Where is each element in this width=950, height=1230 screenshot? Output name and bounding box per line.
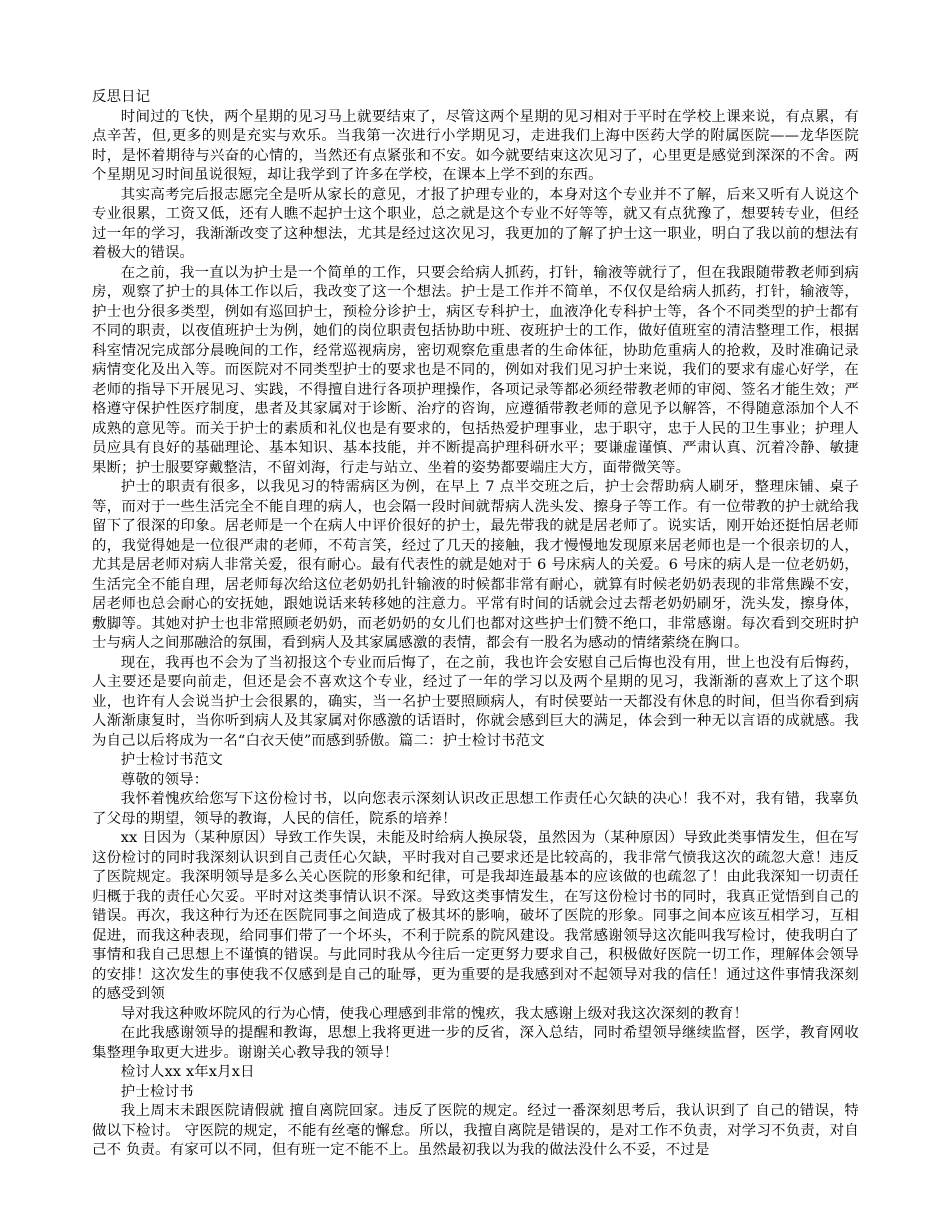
body-paragraph: 在之前，我一直以为护士是一个简单的工作，只要会给病人抓药，打针，输液等就行了，但在我跟随带教老师到病房，观察了护士的具体工作以后，我改变了这一个想法。护士是工作并不简单，不仅仅是给病人抓药，打针，输液等，护士也分很多类型，例如有巡回护士，预检分诊护士，病区专科护士，血液净化专科护士等，各个不同类型的护士都有不同的职责，以夜值班护士为例，她们的岗位职责包括协助中班、夜班护士的工作，做好值班室的清洁整理工作，根据科室情况完成部分晨晚间的工作，经常巡视病房，密切观察危重患者的生命体征，协助危重病人的抢救，及时准确记录病情变化及出入等。而医院对不同类型护士的要求也是不同的，例如对我们见习护士来说，我们的要求有虚心好学，在老师的指导下开展见习、实践，不得擅自进行各项护理操作，各项记录等都必须经带教老师的审阅、签名才能生效；严格遵守保护性医疗制度，患者及其家属对于诊断、治疗的咨询，应遵循带教老师的意见予以解答，不得随意添加个人不成熟的意见等。而关于护士的素质和礼仪也是有要求的，包括热爱护理事业，忠于职守，忠于人民的卫生事业；护理人员应具有良好的基础理论、基本知识、基本技能，并不断提高护理科研水平；要谦虚谨慎、严肃认真、沉着冷静、敏捷果断；护士服要穿戴整洁，不留刘海，行走与站立、坐着的姿势都要端庄大方，面带微笑等。 <box>92 264 859 476</box>
letter-paragraph: xx 日因为（某种原因）导致工作失误，未能及时给病人换尿袋，虽然因为（某种原因）导致此类事情发生，但在写这份检讨的同时我深刻认识到自己责任心欠缺，平时我对自己要求还是比较高的，我非常气愤我这次的疏忽大意！违反了医院规定。我深明领导是多么关心医院的形象和纪律，可是我却连最基本的应该做的也疏忽了！由此我深知一切责任归概于我的责任心欠妥。平时对这类事情认识不深。导致这类事情发生，在写这份检讨书的同时，我真正觉悟到自己的错误。再次，我这种行为还在医院同事之间造成了极其坏的影响，破坏了医院的形象。同事之间本应该互相学习，互相促进，而我这种表现，给同事们带了一个坏头，不利于院系的院风建设。我常感谢领导这次能叫我写检讨，使我明白了事情和我自己思想上不谨慎的错误。与此同时我从今往后一定更努力要求自己，积极做好医院一切工作，理解体会领导的安排！这次发生的事使我不仅感到是自己的耻辱，更为重要的是我感到对不起领导对我的信任！通过这件事情我深刻的感受到领 <box>92 830 859 1002</box>
body-paragraph: 其实高考完后报志愿完全是听从家长的意见，才报了护理专业的，本身对这个专业并不了解，后来又听有人说这个专业很累，工资又低，还有人瞧不起护士这个职业，总之就是这个专业不好等等，就又有点犹豫了，想要转专业，但经过一年的学习，我渐渐改变了这种想法，尤其是经过这次见习，我更加的了解了护士这一职业，明白了我以前的想法有着极大的错误。 <box>92 186 859 261</box>
letter-paragraph: 我上周末未跟医院请假就 擅自离院回家。违反了医院的规定。经过一番深刻思考后，我认识到了 自己的错误，特做以下检讨。 守医院的规定，不能有丝毫的懈怠。所以，我擅自离院是错误的，是对工作不负责，对学习不负责，对自己不 负责。有家可以不同，但有班一定不能不上。虽然最初我以为我的做法没什么不妥，不过是 <box>92 1103 859 1158</box>
letter-heading: 护士检讨书范文 <box>120 752 223 768</box>
letter-salutation: 尊敬的领导： <box>120 771 209 788</box>
body-paragraph: 时间过的飞快，两个星期的见习马上就要结束了，尽管这两个星期的见习相对于平时在学校上课来说，有点累，有点辛苦，但,更多的则是充实与欢乐。当我第一次进行小学期见习，走进我们上海中医药大学的附属医院——龙华医院时，是怀着期待与兴奋的心情的，当然还有点紧张和不安。如今就要结束这次见习了，心里更是感觉到深深的不舍。两个星期见习时间虽说很短，却让我学到了许多在学校，在课本上学不到的东西。 <box>92 108 859 183</box>
letter-heading: 护士检讨书 <box>120 1083 194 1100</box>
body-paragraph: 护士的职责有很多，以我见习的特需病区为例，在早上 7 点半交班之后，护士会帮助病人刷牙，整理床铺、桌子等，而对于一些生活完全不能自理的病人，也会隔一段时间就帮病人洗头发、擦身子等工作。有一位带教的护士就给我留下了很深的印象。居老师是一个在病人中评价很好的护士，最先带我的就是居老师了。说实话，刚开始还挺怕居老师的，我觉得她是一位很严肃的老师，不苟言笑，经过了几天的接触，我才慢慢地发现原来居老师也是一个很亲切的人，尤其是居老师对病人非常关爱，很有耐心。最有代表性的就是她对于 6 号床病人的关爱。6 号床的病人是一位老奶奶，生活完全不能自理，居老师每次给这位老奶奶扎针输液的时候都非常有耐心，就算有时候老奶奶表现的非常焦躁不安，居老师也总会耐心的安抚她，跟她说话来转移她的注意力。平常有时间的话就会过去帮老奶奶刷牙，洗头发，擦身体，敷脚等。其她对护士也非常照顾老奶奶，而老奶奶的女儿们也都对这些护士们赞不绝口，非常感谢。每次看到交班时护士与病人之间那融洽的氛围，看到病人及其家属感激的表情，都会有一股名为感动的情绪萦绕在胸口。 <box>92 479 859 651</box>
document-title: 反思日记 <box>92 89 151 105</box>
letter-signature: 检讨人xx x年x月x日 <box>120 1064 255 1080</box>
document-page <box>92 88 859 1161</box>
letter-paragraph: 导对我这种败坏院风的行为心情，使我心理感到非常的愧疚，我太感谢上级对我这次深刻的教育！ <box>120 1005 749 1022</box>
letter-paragraph: 在此我感谢领导的提醒和教诲，思想上我将更进一步的反省，深入总结，同时希望领导继续监督，医学，教育网收集整理争取更大进步。谢谢关心教导我的领导！ <box>92 1025 859 1061</box>
body-paragraph: 现在，我再也不会为了当初报这个专业而后悔了，在之前，我也许会安慰自己后悔也没有用，世上也没有后悔药，人主要还是要向前走，但还是会不喜欢这个专业，经过了一年的学习以及两个星期的见习，我渐渐的喜欢上了这个职业，也许有人会说当护士会很累的，确实，当一名护士要照顾病人，有时侯要站一天都没有休息的时间，但当你看到病人渐渐康复时，当你听到病人及其家属对你感激的话语时，你就会感到巨大的满足，体会到一种无以言语的成就感。我为自己以后将成为一名“白衣天使”而感到骄傲。篇二：护士检讨书范文 <box>92 654 859 749</box>
letter-paragraph: 我怀着愧疚给您写下这份检讨书，以向您表示深刻认识改正思想工作责任心欠缺的决心！我不对，我有错，我辜负了父母的期望，领导的教诲，人民的信任，院系的培养！ <box>92 791 859 827</box>
